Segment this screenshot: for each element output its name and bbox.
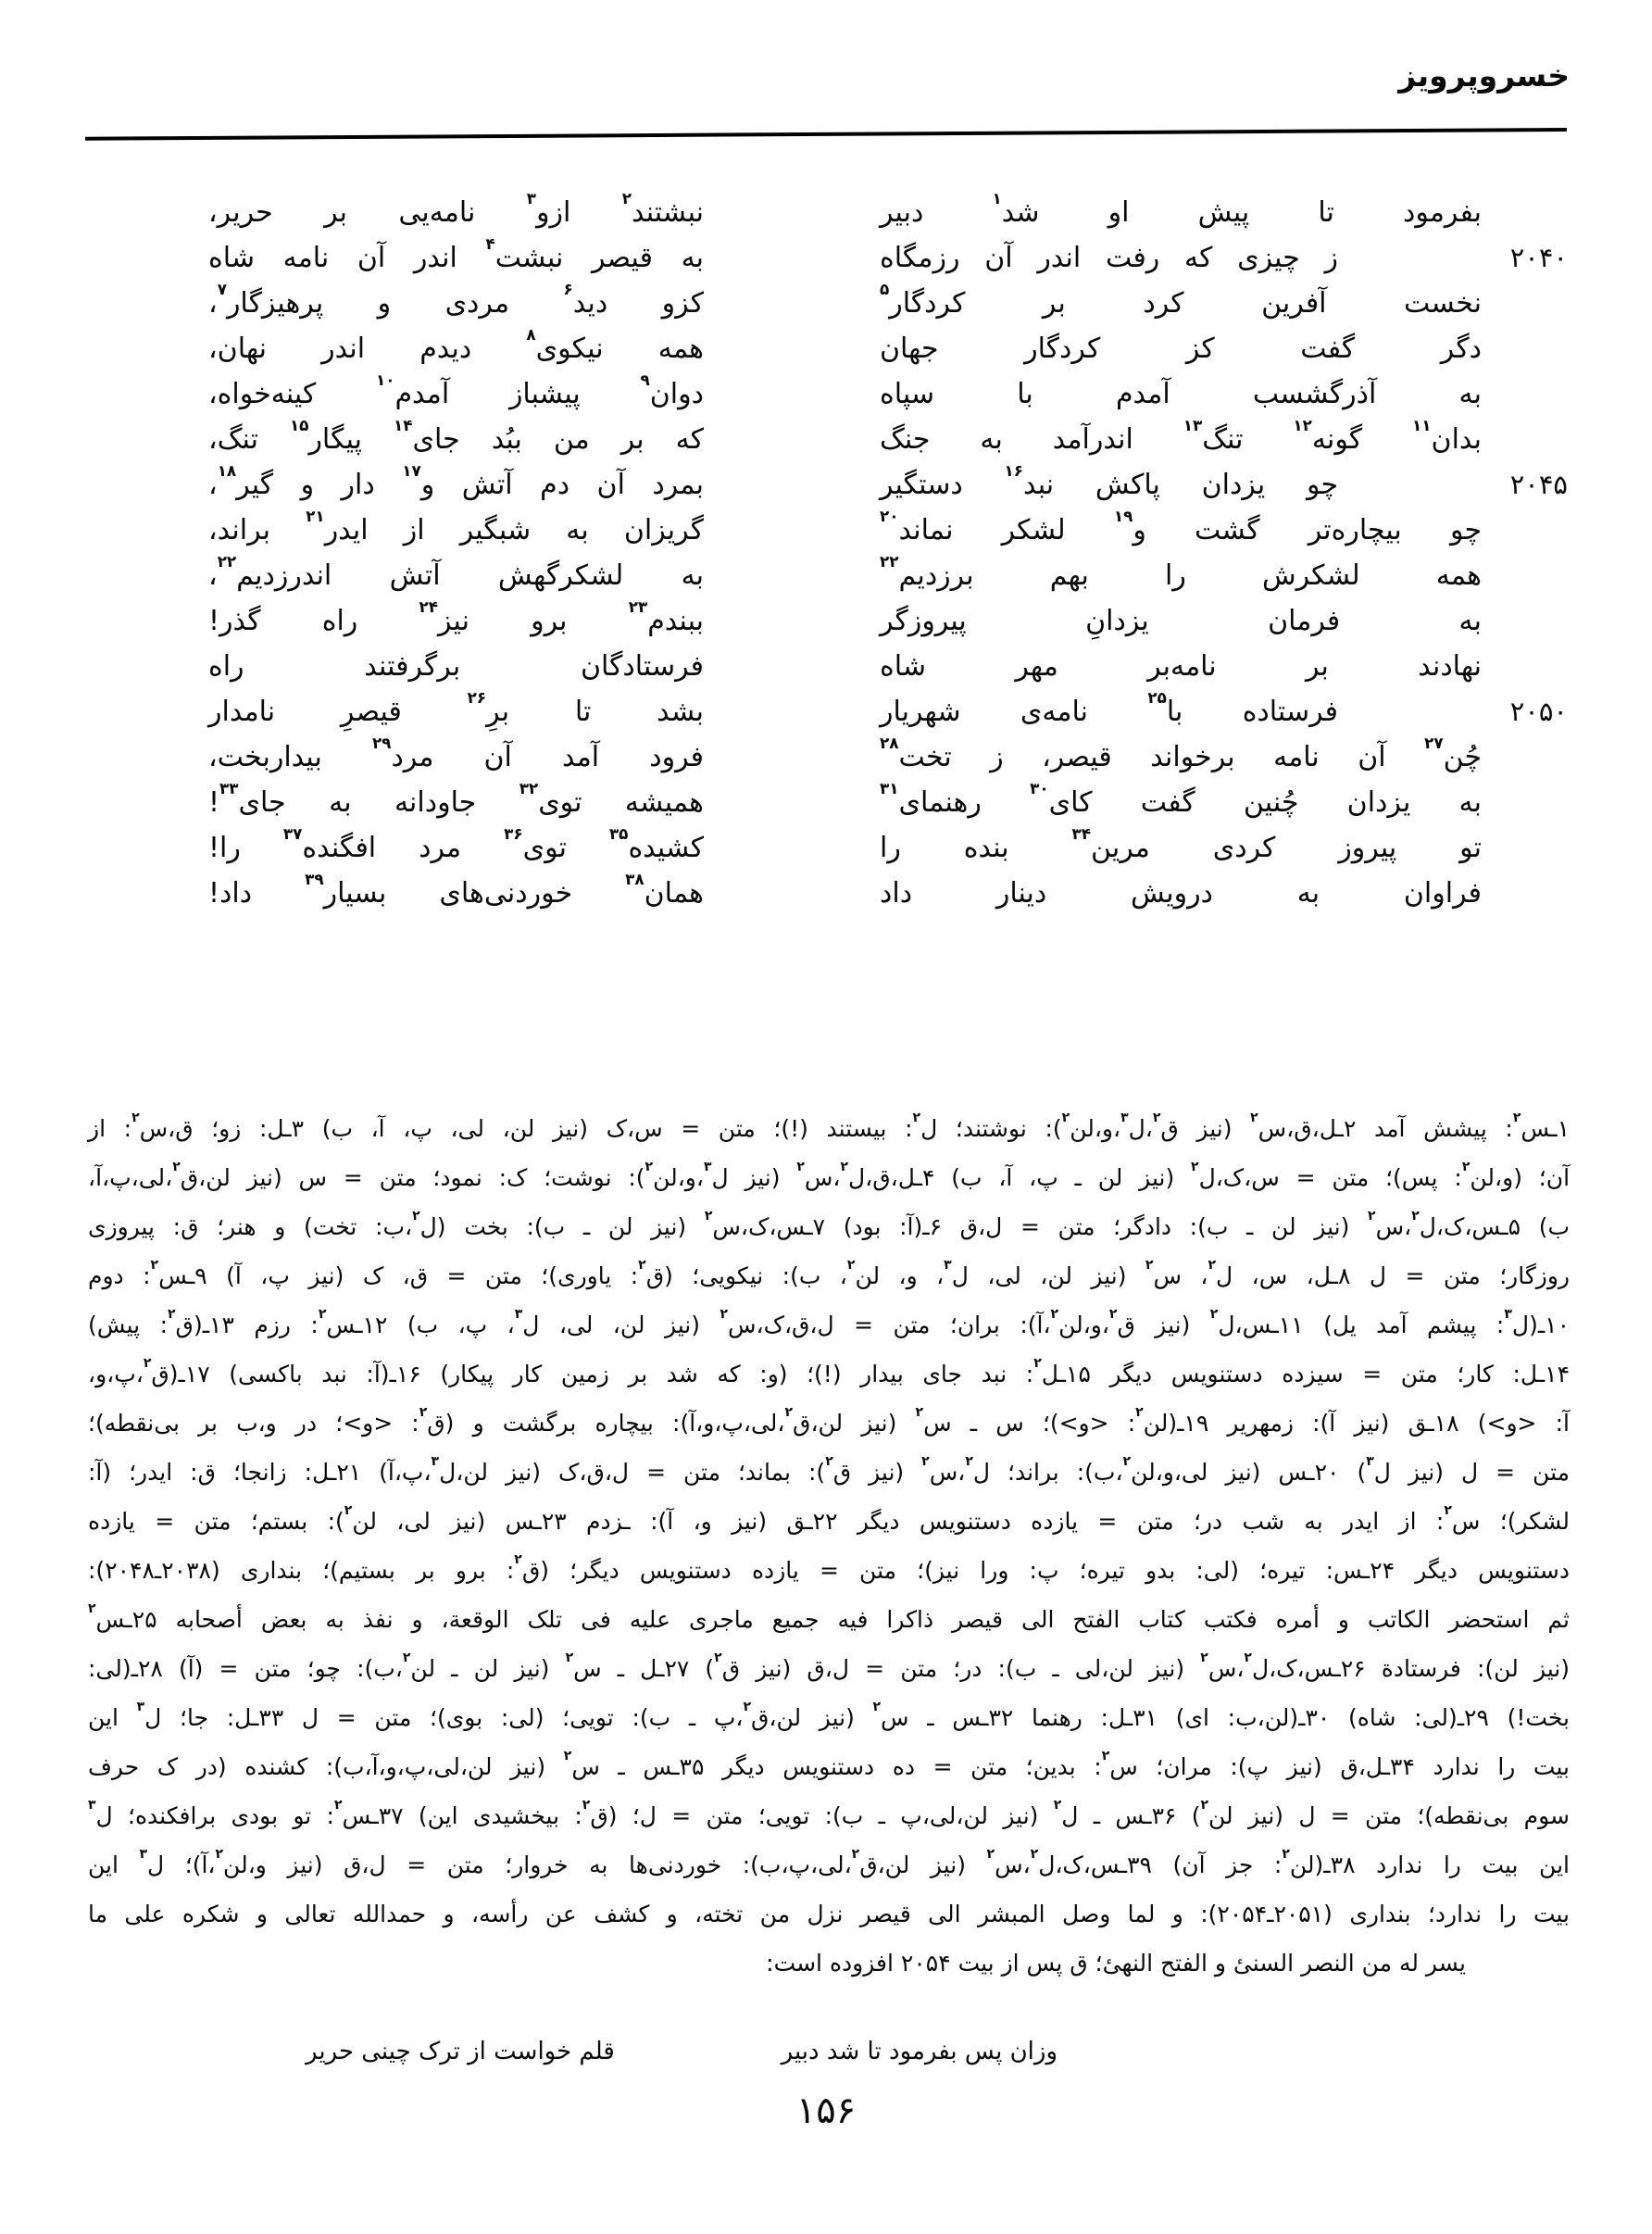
apparatus-line: آن؛ (و،لن$^۲$: پس)؛ متن = س،ک،ل$^۲$ (نیز لن ـ پ، آ، ب) ۴ـل،ق،ل$^۲$،س$^۲$ (نیز ل$^۳$،و،لن$^۲$): نوشت؛ ک: نمود؛ متن = س (نیز لن،ق$^۲$،لی،پ،آ، [88,1159,1571,1191]
hemistich-second: فرود آمد آن مرد$^{۲۹}$ بیداربخت، [208,733,704,773]
apparatus-line: ۱۰ـ(ل$^۳$: پیشم آمد یل) ۱۱ـس،ل$^۲$ (نیز ق$^۲$،و،لن$^۲$،آ): بران؛ متن = ل،ق،ک،س$^۲$ (نیز لن، لی، ل$^۳$، پ، ب) ۱۲ـس$^۲$: رزم ۱۳ـ(ق$^۲$: پیش) [88,1306,1571,1338]
verse-row [88,780,1570,825]
hemistich-first: همه لشکرش را بهم برزدیم$^{۲۲}$ [880,551,1482,592]
apparatus-closing-line: یسر له من النصر السنیٔ و الفتح النهیٔ؛ ق پس از بیت ۲۰۵۴ افزوده است: [766,1950,1466,1977]
addendum-hemistich-second: قلم خواست از ترک چینی حریر [306,2038,615,2065]
verse-row [88,371,1570,417]
hemistich-first: دگر گفت کز کردگار جهان [880,333,1482,365]
hemistich-second: که بر من ببُد جای$^{۱۴}$ پیگار$^{۱۵}$ تنگ، [208,415,704,456]
verse-row [88,508,1570,553]
critical-apparatus [88,1104,1570,1988]
apparatus-line: لشکر)؛ س$^۲$: از ایدر به شب در؛ متن = یازده دستنویس دیگر ۲۲ـق (نیز و، آ): ـزدم ۲۳ـس (نیز لی، لن$^۲$): بستم؛ متن = یازده [88,1502,1570,1535]
apparatus-lines [88,1104,1570,1939]
apparatus-line: این بیت را ندارد ۳۸ـ(لن$^۲$: جز آن) ۳۹ـس،ک،ل$^۲$،س$^۲$ (نیز لن،ق$^۲$،لی،پ،ب): خوردنی‌ها به خروار؛ متن = ل،ق (نیز و،لن$^۲$،آ)؛ ل$^۳$ این [88,1846,1570,1878]
verse-row [88,825,1570,871]
running-header-title: خسروپرویز [1398,57,1570,94]
verse-row [88,417,1570,462]
hemistich-second: به لشکرگهش آتش اندرزدیم$^{۲۲}$، [208,551,704,592]
hemistich-first: به یزدان چُنین گفت کای$^{۳۰}$ رهنمای$^{۳۱}$ [880,778,1482,819]
addendum-couplet [306,2036,1058,2067]
hemistich-first: فرستاده با$^{۲۵}$ نامه‌ی شهریار [880,687,1338,728]
hemistich-first: چو بیچاره‌تر گشت و$^{۱۹}$ لشکر نماند$^{۲۰}$ [880,506,1482,546]
hemistich-first: به فرمان یزدانِ پیروزگر [880,605,1482,637]
verse-row [88,326,1570,371]
hemistich-second: همان$^{۳۸}$ خوردنی‌های بسیار$^{۳۹}$ داد! [208,869,704,910]
verse-row [88,871,1570,916]
verse-row [88,281,1570,326]
hemistich-first: به آذرگشسب آمدم با سپاه [880,378,1482,410]
apparatus-line: ۱ـس$^۲$: پیشش آمد ۲ـل،ق،س$^۲$ (نیز ق$^۲$،ل$^۳$،و،لن$^۲$): نوشتند؛ ل$^۲$: بیستند (!)؛ متن = س،ک (نیز لن، لی، پ، آ، ب) ۳ـل: زو؛ ق،س$^۲$: از [88,1110,1571,1142]
hemistich-second: همه نیکوی$^۸$ دیدم اندر نهان، [208,324,704,365]
hemistich-second: کشیده$^{۳۵}$ توی$^{۳۶}$ مرد افگنده$^{۳۷}$ را! [208,823,704,864]
hemistich-first: بفرمود تا پیش او شد$^۱$ دبیر [880,188,1482,229]
verse-number: ۲۰۴۵ [1509,469,1568,500]
page-number: ۱۵۶ [795,2090,857,2132]
hemistich-second: فرستادگان برگرفتند راه [208,650,704,683]
verse-row [88,644,1570,689]
apparatus-line: بخت!) ۲۹ـ(لی: شاه) ۳۰ـ(لن،ب: ای) ۳۱ـل: رهنما ۳۲ـس ـ س$^۲$ (نیز لن،ق$^۲$،پ ـ ب): تویی؛ (لی: بوی)؛ متن = ل ۳۳ـل: جا؛ ل$^۳$ این [88,1699,1570,1731]
hemistich-second: گریزان به شبگیر از ایدر$^{۲۱}$ براند، [208,506,704,546]
verse-row [88,462,1570,508]
hemistich-second: نبشتند$^۲$ ازو$^۳$ نامه‌یی بر حریر، [208,188,704,229]
apparatus-line: ثم استحضر الکاتب و أمره فکتب کتاب الفتح الی قیصر ذاکرا فیه جمیع ماجری علیه فی تلک الوقعة، و نفذ به بعض أصحابه ۲۵ـس$^۲$ [88,1600,1570,1633]
verse-row [88,734,1570,780]
verse-row [88,190,1570,235]
verse-number: ۲۰۵۰ [1509,696,1568,727]
apparatus-line: بیت را ندارد ۳۴ـل،ق (نیز پ): مران؛ س$^۲$: بدین؛ متن = ده دستنویس دیگر ۳۵ـس ـ س$^۲$ (نیز لن،لی،پ،و،آ،ب): کشنده (در ک حرف [88,1748,1570,1780]
verse-row [88,689,1570,734]
hemistich-second: بمرد آن دم آتش و$^{۱۷}$ دار و گیر$^{۱۸}$، [208,460,704,501]
hemistich-second: بشد تا برِ$^{۲۶}$ قیصرِ نامدار [208,687,704,728]
hemistich-second: به قیصر نبشت$^۴$ اندر آن نامه شاه [208,233,705,274]
hemistich-first: چُن$^{۲۷}$ آن نامه برخواند قیصر، ز تخت$^{۲۸}$ [880,733,1482,773]
hemistich-first: چو یزدان پاکش نبد$^{۱۶}$ دستگیر [880,460,1338,501]
verse-number: ۲۰۴۰ [1509,242,1568,273]
apparatus-line: (نیز لن): فرستادة ۲۶ـس،ک،ل$^۲$،س$^۲$ (نیز لن،لی ـ ب): در؛ متن = ل،ق (نیز ق$^۲$) ۲۷ـل ـ س$^۲$ (نیز لن ـ لن$^۲$،ب): چو؛ متن = (آ) ۲۸ـ(لی: [88,1650,1570,1682]
apparatus-line: سوم بی‌نقطه)؛ متن = ل (نیز لن$^۲$) ۳۶ـس ـ ل$^۲$ (نیز لن،لی،پ ـ ب): تویی؛ متن = ل؛ (ق$^۲$: بیخشیدی این) ۳۷ـس$^۲$: تو بودی برافکنده؛ ل$^۳$ [88,1797,1570,1829]
hemistich-first: تو پیروز کردی مرین$^{۳۴}$ بنده را [880,823,1483,864]
poem-columns [88,190,1570,916]
apparatus-line: دستنویس دیگر ۲۴ـس: تیره؛ (لی: بدو تیره؛ پ: ورا نیز)؛ متن = یازده دستنویس دیگر؛ (ق$^۲$: برو بر بستیم)؛ بنداری (۲۰۳۸ـ۲۰۴۸): [88,1551,1571,1584]
apparatus-line: ۱۴ـل: کار؛ متن = سیزده دستنویس دیگر ۱۵ـل$^۲$: نبد جای بیدار (!)؛ (و: که شد بر زمین کار پیکار) ۱۶ـ(آ: نبد باکسی) ۱۷ـ(ق$^۲$،پ،و، [88,1355,1570,1387]
hemistich-second: کزو دید$^۶$ مردی و پرهیزگار$^۷$، [208,279,704,320]
verse-row [88,553,1570,598]
hemistich-first: نخست آفرین کرد بر کردگار$^۵$ [880,279,1482,320]
apparatus-line: آ: <و>) ۱۸ـق (نیز آ): زمهریر ۱۹ـ(لن$^۲$: <و>)؛ س ـ س$^۲$ (نیز لن،ق$^۲$،لی،پ،و،آ): بیچاره برگشت و (ق$^۲$: <و>؛ در و،ب بر بی‌نقطه)؛ [88,1404,1570,1437]
apparatus-line: متن = ل (نیز ل$^۳$) ۲۰ـس (نیز لی،و،لن$^۲$،ب): براند؛ ل$^۲$،س$^۲$ (نیز ق$^۲$): بماند؛ متن = ل،ق،ک (نیز لن،ل$^۳$،پ،آ) ۲۱ـل: زانجا؛ ق: ایدر؛ (آ: [88,1453,1571,1486]
hemistich-first: ز چیزی که رفت اندر آن رزمگاه [880,242,1338,274]
apparatus-line: روزگار؛ متن = ل ۸ـل، س، ل$^۲$، س$^۲$ (نیز لن، لی، ل$^۳$، و، لن$^۲$، ب): نیکویی؛ (ق$^۲$: یاوری)؛ متن = ق، ک (نیز پ، آ) ۹ـس$^۲$: دوم [88,1257,1570,1289]
addendum-hemistich-first: وزان پس بفرمود تا شد دبیر [781,2038,1058,2065]
hemistich-second: دوان$^۹$ پیشباز آمدم$^{۱۰}$ کینه‌خواه، [208,370,704,410]
hemistich-first: بدان$^{۱۱}$ گونه$^{۱۲}$ تنگ$^{۱۳}$ اندرآمد به جنگ [880,415,1483,456]
hemistich-first: نهادند بر نامه‌بر مهر شاه [880,650,1482,683]
header-rule [85,128,1567,141]
hemistich-first: فراوان به درویش دینار داد [880,877,1482,910]
verse-row [88,235,1570,281]
apparatus-line: بیت را ندارد؛ بنداری (۲۰۵۱ـ۲۰۵۴): و لما وصل المبشر الی قیصر نزل من تخته، و کشف عن رأسه، و حمدالله تعالی و شکره علی ما [88,1901,1570,1927]
hemistich-second: ببندم$^{۲۳}$ برو نیز$^{۲۴}$ راه گذر! [208,596,705,637]
hemistich-second: همیشه توی$^{۳۲}$ جاودانه به جای$^{۳۳}$! [208,778,704,819]
apparatus-line: ب) ۵ـس،ک،ل$^۲$،س$^۲$ (نیز لن ـ ب): دادگر؛ متن = ل،ق ۶ـ(آ: بود) ۷ـس،ک،س$^۲$ (نیز لن ـ ب): بخت (ل$^۲$،ب: تخت) و هنر؛ ق: پیروزی [88,1208,1570,1240]
verse-row [88,598,1570,644]
